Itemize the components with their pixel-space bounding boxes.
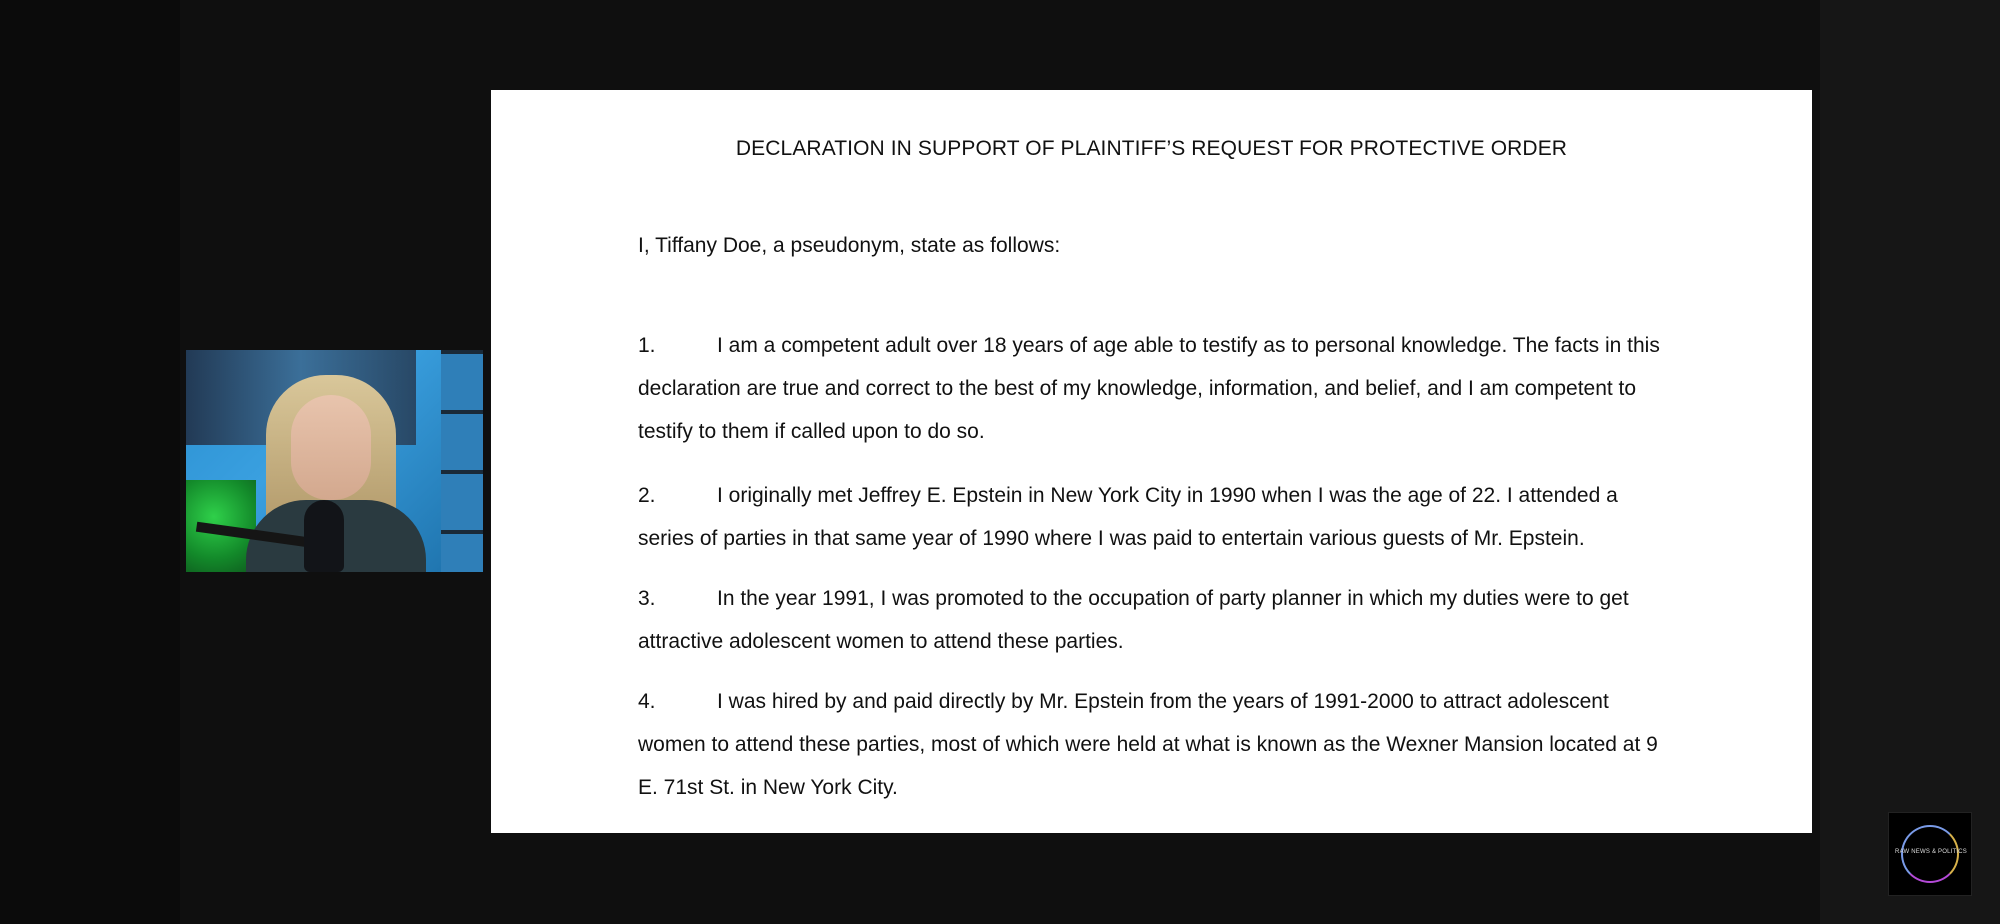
paragraph-number: 4. [638,690,656,713]
presenter-webcam [186,350,483,572]
right-background-band [1820,0,2000,924]
background-shelf [441,350,483,572]
microphone-icon [304,500,344,572]
presenter-face [291,395,371,500]
channel-logo [1888,812,1972,896]
paragraph-2 [638,474,1678,560]
paragraph-number: 1. [638,334,656,357]
left-background-band [0,0,180,924]
document-page [491,90,1812,833]
logo-text: RAW NEWS & POLITICS [1895,849,1967,855]
paragraph-text: I originally met Jeffrey E. Epstein in New York City in 1990 when I was the age of 22. I attended a series of parties in that same year of 1990 where I was paid to entertain various guests of Mr. Epstein. [638,484,1618,550]
paragraph-1 [638,324,1678,453]
document-title: DECLARATION IN SUPPORT OF PLAINTIFF’S REQUEST FOR PROTECTIVE ORDER [735,137,1568,160]
paragraph-number: 3. [638,587,656,610]
document-intro: I, Tiffany Doe, a pseudonym, state as follows: [638,234,1061,257]
paragraph-text: In the year 1991, I was promoted to the occupation of party planner in which my duties were to get attractive adolescent women to attend these parties. [638,587,1629,653]
paragraph-text: I am a competent adult over 18 years of age able to testify as to personal knowledge. The facts in this declaration are true and correct to the best of my knowledge, information, and belief, and I am competent to testify to them if called upon to do so. [638,334,1660,443]
paragraph-number: 2. [638,484,656,507]
paragraph-text: I was hired by and paid directly by Mr. Epstein from the years of 1991-2000 to attract adolescent women to attend these parties, most of which were held at what is known as the Wexner Mansion located at 9 E. 71st St. in New York City. [638,690,1658,799]
paragraph-4 [638,680,1678,809]
paragraph-3 [638,577,1678,663]
